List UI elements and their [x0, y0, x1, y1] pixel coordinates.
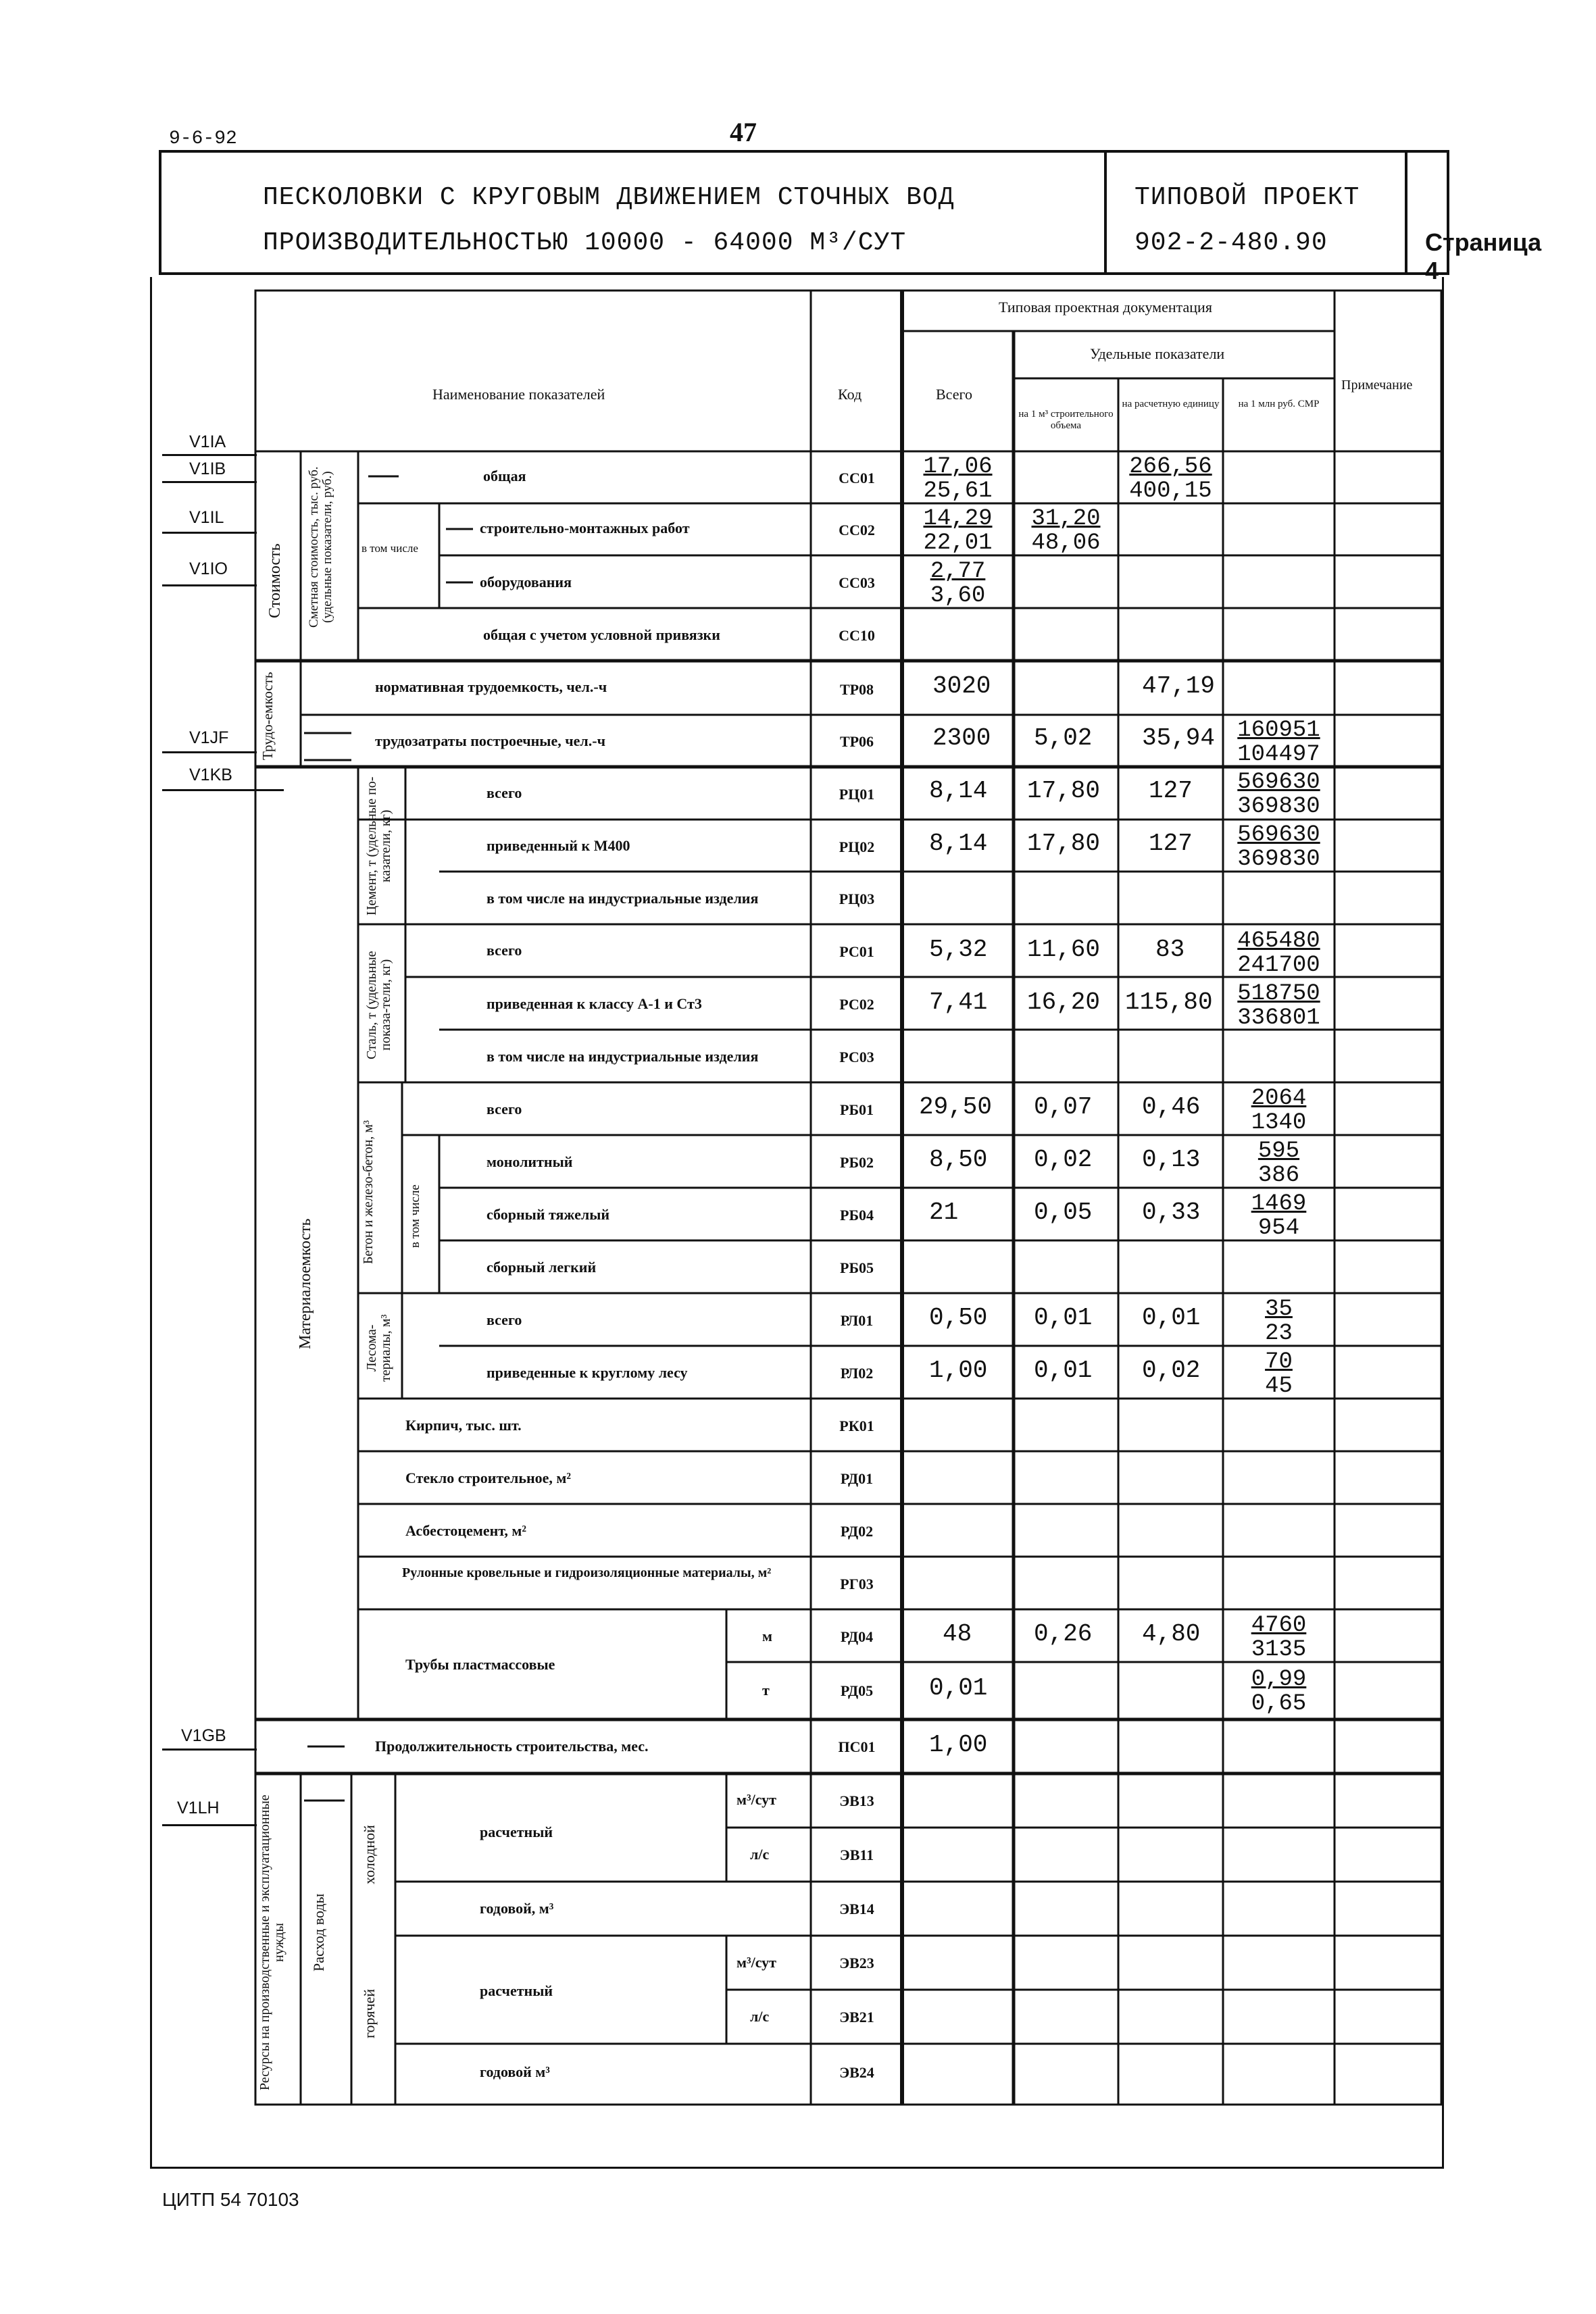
- value-m3: [1017, 507, 1115, 555]
- row-name: всего: [487, 942, 522, 959]
- group-cement: Цемент, т (удельные по-казатели, кг): [364, 776, 393, 916]
- value-m3: 0,02: [1034, 1146, 1093, 1174]
- group-incl: в том числе: [361, 542, 418, 555]
- row-code: ЭВ24: [839, 2064, 874, 2081]
- value-unit: 47,19: [1142, 672, 1216, 700]
- value-bottom: 104497: [1237, 742, 1320, 768]
- value-bottom: 45: [1265, 1374, 1293, 1399]
- row-code: РД02: [840, 1523, 874, 1540]
- value-bottom: 369830: [1237, 794, 1320, 820]
- margin-line: [162, 454, 257, 456]
- margin-line: [162, 1824, 257, 1826]
- row-name: приведенный к М400: [487, 837, 630, 854]
- row-code: РЛ02: [840, 1365, 874, 1382]
- margin-line: [162, 1749, 257, 1751]
- unit-label: л/с: [750, 1846, 770, 1863]
- value-top: 14,29: [923, 506, 993, 532]
- row-name: Асбестоцемент, м²: [405, 1522, 526, 1539]
- unit-label: м³/сут: [737, 1954, 776, 1971]
- value-top: 35: [1265, 1297, 1293, 1322]
- group-estimate: Сметная стоимость, тыс. руб. (удельные показатели, руб.): [307, 466, 334, 628]
- row-code: ЭВ23: [839, 1955, 874, 1971]
- row-code: ЭВ11: [839, 1846, 874, 1863]
- unit-label: т: [762, 1682, 770, 1699]
- margin-code: V1GB: [181, 1726, 226, 1745]
- value-top: 2064: [1251, 1086, 1307, 1111]
- row-name: годовой, м³: [480, 1900, 554, 1917]
- unit-label: м: [762, 1628, 772, 1644]
- row-name: приведенные к круглому лесу: [487, 1364, 688, 1381]
- row-name: Продолжительность строительства, мес.: [375, 1738, 649, 1755]
- value-mln: [1226, 1192, 1331, 1240]
- value-bottom: 48,06: [1031, 530, 1101, 556]
- row-name: Стекло строительное, м²: [405, 1469, 572, 1486]
- value-m3: 0,07: [1034, 1093, 1093, 1121]
- row-code: ПС01: [838, 1738, 876, 1755]
- margin-line: [162, 751, 257, 753]
- row-code: СС03: [839, 574, 875, 591]
- column-header-specific: Удельные показатели: [1090, 345, 1225, 362]
- value-m3: 5,02: [1034, 724, 1093, 752]
- value-unit: 4,80: [1142, 1620, 1201, 1648]
- row-code: РЦ01: [839, 786, 875, 803]
- row-code: РГ03: [840, 1576, 874, 1592]
- value-bottom: 954: [1257, 1215, 1300, 1241]
- value-mln: [1226, 1350, 1331, 1399]
- group-timber: Лесома-териалы, м³: [364, 1314, 393, 1382]
- value-bottom: 3135: [1251, 1637, 1307, 1663]
- value-total: 3020: [932, 672, 991, 700]
- value-unit: 127: [1149, 830, 1193, 857]
- title-line-1: ПЕСКОЛОВКИ С КРУГОВЫМ ДВИЖЕНИЕМ СТОЧНЫХ ВОД: [263, 183, 955, 212]
- margin-code: V1JF: [189, 728, 229, 747]
- value-top: 70: [1265, 1349, 1293, 1375]
- column-header-total: Всего: [936, 386, 972, 403]
- row-code: РС03: [839, 1049, 874, 1065]
- row-name: годовой м³: [480, 2063, 550, 2080]
- value-bottom: 1340: [1251, 1110, 1307, 1136]
- row-name: трудозатраты построечные, чел.-ч: [375, 732, 605, 749]
- margin-code: V1KB: [189, 765, 232, 784]
- margin-line: [162, 789, 284, 791]
- row-code: РБ01: [840, 1101, 874, 1118]
- value-mln: [1226, 982, 1331, 1030]
- value-unit: 0,46: [1142, 1093, 1201, 1121]
- value-total: 48: [943, 1620, 972, 1648]
- value-unit: 115,80: [1125, 988, 1213, 1016]
- row-code: ТР08: [839, 681, 874, 698]
- row-name: оборудования: [480, 574, 572, 590]
- value-unit: 0,13: [1142, 1146, 1201, 1174]
- margin-code: V1IB: [189, 459, 226, 478]
- value-m3: 0,26: [1034, 1620, 1093, 1648]
- group-cost: Стоимость: [266, 543, 284, 619]
- value-unit: 35,94: [1142, 724, 1216, 752]
- value-top: 569630: [1237, 822, 1320, 848]
- margin-code: V1IA: [189, 432, 226, 451]
- column-header-per-unit: на расчетную единицу: [1122, 399, 1220, 409]
- row-name: Трубы пластмассовые: [405, 1656, 555, 1673]
- group-concrete: Бетон и железо-бетон, м³: [361, 1120, 376, 1265]
- value-total: 5,32: [929, 936, 988, 963]
- value-m3: 0,01: [1034, 1304, 1093, 1332]
- project-number: 902-2-480.90: [1134, 228, 1328, 257]
- value-top: 465480: [1237, 928, 1320, 954]
- value-unit: 83: [1155, 936, 1185, 963]
- row-name: строительно-монтажных работ: [480, 520, 690, 536]
- group-labor: Трудо-емкость: [259, 672, 276, 761]
- value-top: 17,06: [923, 454, 993, 480]
- value-top: 31,20: [1031, 506, 1101, 532]
- value-bottom: 400,15: [1129, 478, 1212, 504]
- value-total: [905, 559, 1010, 608]
- column-header-name: Наименование показателей: [432, 386, 605, 403]
- row-name: Кирпич, тыс. шт.: [405, 1417, 522, 1434]
- row-name: расчетный: [480, 1982, 553, 1999]
- row-code: РД05: [840, 1682, 874, 1699]
- row-name: монолитный: [487, 1153, 573, 1170]
- value-total: [905, 507, 1010, 555]
- page-number: 47: [730, 117, 757, 147]
- value-m3: 17,80: [1027, 777, 1101, 805]
- row-code: ТР06: [839, 733, 874, 750]
- group-cold: холодной: [361, 1825, 378, 1884]
- group-hot: горячей: [361, 1988, 378, 2038]
- row-name: в том числе на индустриальные изделия: [487, 890, 759, 907]
- row-name: в том числе на индустриальные изделия: [487, 1048, 759, 1065]
- row-code: РБ04: [840, 1207, 874, 1224]
- row-code: ЭВ21: [839, 2009, 874, 2026]
- group-resources: Ресурсы на производственные и эксплуатационные нужды: [257, 1794, 286, 2090]
- value-total: 8,14: [929, 830, 988, 857]
- value-top: 595: [1257, 1138, 1300, 1164]
- row-code: СС10: [839, 627, 875, 644]
- value-top: 4760: [1251, 1613, 1307, 1638]
- row-code: РБ05: [840, 1259, 874, 1276]
- row-name: общая: [483, 468, 526, 484]
- margin-line: [162, 584, 257, 586]
- row-code: СС01: [839, 470, 875, 486]
- value-unit: 0,01: [1142, 1304, 1201, 1332]
- row-code: РЦ03: [839, 890, 875, 907]
- unit-label: л/с: [750, 2008, 770, 2025]
- value-bottom: 23: [1265, 1321, 1293, 1347]
- value-mln: [1226, 718, 1331, 767]
- value-top: 160951: [1237, 718, 1320, 743]
- value-m3: 0,01: [1034, 1357, 1093, 1384]
- row-code: РС02: [839, 996, 874, 1013]
- footer-code: ЦИТП 54 70103: [162, 2189, 299, 2210]
- row-name: приведенная к классу А-1 и Ст3: [487, 995, 702, 1012]
- value-top: 0,99: [1251, 1667, 1307, 1692]
- row-code: РЦ02: [839, 838, 875, 855]
- value-m3: 16,20: [1027, 988, 1101, 1016]
- row-name: общая с учетом условной привязки: [483, 626, 720, 643]
- value-m3: 0,05: [1034, 1199, 1093, 1226]
- value-bottom: 241700: [1237, 953, 1320, 978]
- value-mln: [1226, 1667, 1331, 1716]
- value-total: 7,41: [929, 988, 988, 1016]
- margin-line: [162, 532, 257, 534]
- value-mln: [1226, 1297, 1331, 1346]
- value-total: 0,01: [929, 1674, 988, 1702]
- row-name: сборный тяжелый: [487, 1206, 610, 1223]
- value-top: 569630: [1237, 770, 1320, 795]
- column-header-note: Примечание: [1341, 378, 1413, 393]
- value-bottom: 386: [1257, 1163, 1300, 1188]
- row-code: ЭВ14: [839, 1901, 874, 1917]
- row-code: РЛ01: [840, 1312, 874, 1329]
- value-m3: 11,60: [1027, 936, 1101, 963]
- value-total: 21: [929, 1199, 959, 1226]
- value-bottom: 25,61: [923, 478, 993, 504]
- value-top: 518750: [1237, 981, 1320, 1007]
- value-mln: [1226, 823, 1331, 872]
- row-code: РС01: [839, 943, 874, 960]
- value-bottom: 0,65: [1251, 1691, 1307, 1717]
- margin-code: V1IL: [189, 508, 224, 527]
- value-total: 1,00: [929, 1731, 988, 1759]
- value-bottom: 369830: [1237, 847, 1320, 872]
- row-code: ЭВ13: [839, 1792, 874, 1809]
- value-total: 8,50: [929, 1146, 988, 1174]
- column-header-doc: Типовая проектная документация: [999, 299, 1212, 316]
- page-label: Страница 4: [1425, 228, 1542, 284]
- value-mln: [1226, 1086, 1331, 1135]
- margin-line: [162, 481, 257, 483]
- margin-code: V1IO: [189, 559, 228, 578]
- column-header-per-mln: на 1 млн руб. СМР: [1238, 399, 1320, 409]
- row-name: всего: [487, 784, 522, 801]
- value-total: 2300: [932, 724, 991, 752]
- group-concrete-incl: в том числе: [408, 1184, 422, 1248]
- row-code: РК01: [839, 1417, 874, 1434]
- value-top: 2,77: [930, 559, 986, 584]
- row-name: сборный легкий: [487, 1259, 597, 1276]
- unit-label: м³/сут: [737, 1791, 776, 1808]
- row-name: всего: [487, 1311, 522, 1328]
- value-total: 8,14: [929, 777, 988, 805]
- value-unit: [1122, 455, 1220, 503]
- value-m3: 17,80: [1027, 830, 1101, 857]
- value-unit: 127: [1149, 777, 1193, 805]
- value-total: 0,50: [929, 1304, 988, 1332]
- document-code: 9-6-92: [169, 128, 237, 149]
- row-code: РБ02: [840, 1154, 874, 1171]
- value-bottom: 22,01: [923, 530, 993, 556]
- row-code: РД01: [840, 1470, 874, 1487]
- project-label: ТИПОВОЙ ПРОЕКТ: [1134, 183, 1360, 212]
- group-steel: Сталь, т (удельные показа-тели, кг): [364, 951, 393, 1059]
- column-header-code: Код: [838, 386, 862, 403]
- value-mln: [1226, 770, 1331, 819]
- row-code: РД04: [840, 1628, 874, 1645]
- column-header-per-m3: на 1 м³ строительного объема: [1018, 409, 1114, 431]
- value-bottom: 336801: [1237, 1005, 1320, 1031]
- value-total: [905, 455, 1010, 503]
- value-bottom: 3,60: [930, 583, 986, 609]
- row-name: расчетный: [480, 1823, 553, 1840]
- row-code: СС02: [839, 522, 875, 538]
- value-mln: [1226, 1613, 1331, 1662]
- value-top: 1469: [1251, 1191, 1307, 1217]
- margin-code: V1LH: [177, 1799, 220, 1817]
- value-mln: [1226, 929, 1331, 978]
- row-name: всего: [487, 1101, 522, 1117]
- group-water: Расход воды: [310, 1893, 327, 1971]
- title-line-2: ПРОИЗВОДИТЕЛЬНОСТЬЮ 10000 - 64000 М³/СУТ: [263, 228, 907, 257]
- value-unit: 0,33: [1142, 1199, 1201, 1226]
- value-unit: 0,02: [1142, 1357, 1201, 1384]
- value-total: 1,00: [929, 1357, 988, 1384]
- row-name: Рулонные кровельные и гидроизоляционные материалы, м²: [402, 1565, 772, 1580]
- value-top: 266,56: [1129, 454, 1212, 480]
- value-mln: [1226, 1139, 1331, 1188]
- row-name: нормативная трудоемкость, чел.-ч: [375, 678, 607, 695]
- value-total: 29,50: [919, 1093, 993, 1121]
- group-material: Материалоемкость: [297, 1218, 314, 1349]
